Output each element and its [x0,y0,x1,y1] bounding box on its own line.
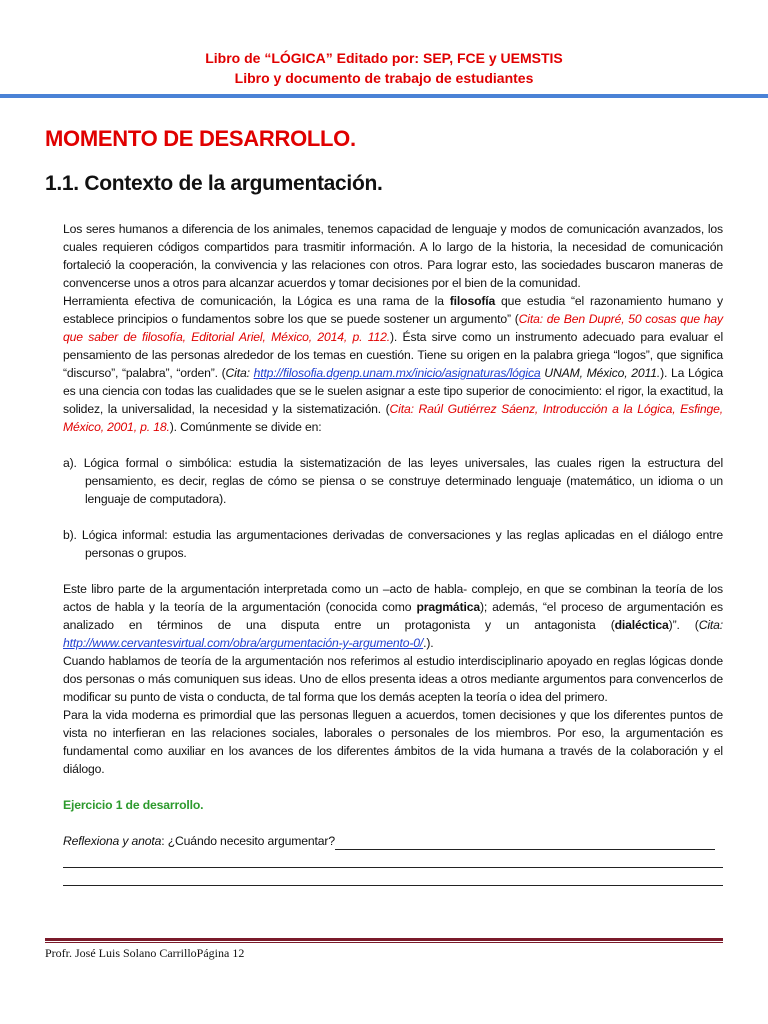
bold-term: dialéctica [614,618,669,632]
answer-line[interactable] [335,832,715,850]
exercise-prompt-row [63,832,723,850]
section-heading: 1.1. Contexto de la argumentación. [45,172,383,195]
bold-term: pragmática [416,600,480,614]
paragraph-logica: Herramienta efectiva de comunicación, la Lógica es una rama de la filosofía que estudia “el razonamiento humano y establece principios o fundamentos sobre los que se puede sostener un argumento” (Cita: de Ben Dupré, 50 cosas que hay que saber de filosofía, Editorial Ariel, México, 2014, p. 112.). Ésta sirve como un instrumento adecuado para evaluar el pensamiento de las personas alrededor de los temas en cuestión. Tiene su origen en la palabra griega “logos”, que significa “discurso”, “palabra”, “orden”. (Cita: http://filosofia.dgenp.unam.mx/inicio/asignaturas/lógica UNAM, México, 2011.). La Lógica es una ciencia con todas las cualidades que se le suelen asignar a este tipo superior de conocimiento: el rigor, la exactitud, la solidez, la universalidad, la necesidad y la sistematización. (Cita: Raúl Gutiérrez Sáenz, Introducción a la Lógica, Esfinge, México, 2001, p. 18.). Comúnmente se divide en: [63,294,724,434]
answer-line[interactable] [63,868,723,886]
exercise-prompt-italic: Reflexiona y anota [63,834,162,848]
exercise-title: Ejercicio 1 de desarrollo. [63,798,204,812]
page-footer: Profr. José Luis Solano CarrilloPágina 12 [45,946,245,960]
paragraph-teoria: Cuando hablamos de teoría de la argumentación nos referimos al estudio interdisciplinario apoyado en reglas lógicas donde dos personas o más comuniquen sus ideas. Uno de ellos presenta ideas a otros mediante argumentos para convencerlos de modificar su punto de vista o conducta, de tal forma que los demás acepten la teoría o idea del primero. [63,654,723,704]
momento-heading: MOMENTO DE DESARROLLO. [45,126,356,151]
page-header [0,48,768,88]
footer-divider [45,938,723,941]
bold-term: filosofía [449,294,496,308]
list-item: b). Lógica informal: estudia las argumentaciones derivadas de conversaciones y las reglas aplicadas en el diálogo entre personas o grupos. [63,528,723,560]
header-divider [0,94,768,98]
footer-divider-thin [45,942,723,943]
citation: Cita: de Ben Dupré, 50 cosas que hay que saber de filosofía, Editorial Ariel, México, 2014, p. 112. [63,312,724,344]
list-item: a). Lógica formal o simbólica: estudia la sistematización de las leyes universales, las cuales rigen la estructura del pensamiento, es decir, reglas de cómo se piensa o se construye determinado lenguaje (matemático, un idioma o un lenguaje de computadora). [63,456,723,506]
citation: Cita: Raúl Gutiérrez Sáenz, Introducción a la Lógica, Esfinge, México, 2001, p. 18. [63,402,723,434]
paragraph-argumentacion: Este libro parte de la argumentación interpretada como un –acto de habla- complejo, en que se combinan la teoría de los actos de habla y la teoría de la argumentación (conocida como pragmática); además, “el proceso de argumentación es analizado en términos de una disputa entre un protagonista y un antagonista (dialéctica)”. (Cita: http://www.cervantesvirtual.com/obra/argumentación-y-argumento-0/.). [63,582,723,650]
header-line-2: Libro y documento de trabajo de estudiantes [234,70,534,86]
citation-link[interactable]: http://www.cervantesvirtual.com/obra/argumentación-y-argumento-0/ [63,636,424,650]
header-line-1: Libro de “LÓGICA” Editado por: SEP, FCE y UEMSTIS [205,50,563,66]
paragraph-intro: Los seres humanos a diferencia de los animales, tenemos capacidad de lenguaje y modos de comunicación avanzados, los cuales requieren códigos compartidos para trasmitir información. A lo largo de la historia, la necesidad de comunicación fortaleció la cooperación, la convivencia y las relaciones con otros. Para lograr esto, las sociedades buscaron maneras de convencerse unos a otros para alcanzar acuerdos y tomar decisiones por el bien de la comunidad. [63,222,723,290]
document-body [63,220,723,886]
paragraph-vida-moderna: Para la vida moderna es primordial que las personas lleguen a acuerdos, tomen decisiones y que los diferentes puntos de vista no interfieran en las relaciones sociales, laborales o personales de los miembros. Por eso, la argumentación es fundamental como auxiliar en los avances de los diferentes ámbitos de la vida humana a través de la colaboración y el diálogo. [63,708,723,776]
citation-link[interactable]: http://filosofia.dgenp.unam.mx/inicio/asignaturas/lógica [253,366,541,380]
exercise-prompt: : ¿Cuándo necesito argumentar? [161,834,335,848]
answer-line[interactable] [63,850,723,868]
